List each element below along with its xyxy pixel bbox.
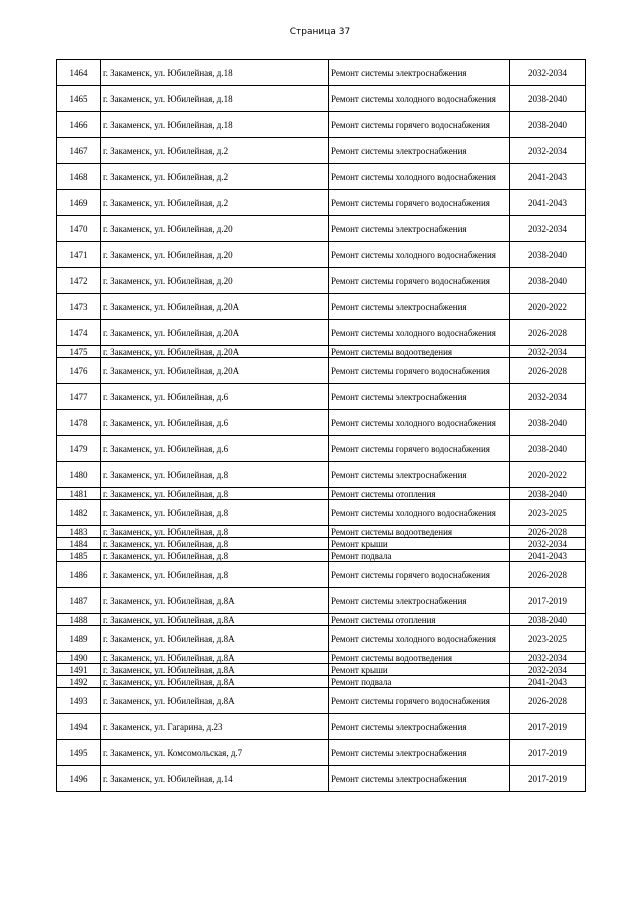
period-cell: 2038-2040 — [510, 436, 586, 462]
row-number-cell: 1468 — [57, 164, 101, 190]
work-type-cell: Ремонт системы горячего водоснабжения — [329, 268, 510, 294]
table-row — [57, 346, 586, 358]
address-cell: г. Закаменск, ул. Юбилейная, д.18 — [101, 86, 329, 112]
table-row — [57, 626, 586, 652]
row-number-cell: 1490 — [57, 652, 101, 664]
address-cell: г. Закаменск, ул. Юбилейная, д.20А — [101, 346, 329, 358]
row-number-cell: 1496 — [57, 766, 101, 792]
work-type-cell: Ремонт подвала — [329, 676, 510, 688]
address-cell: г. Закаменск, ул. Гагарина, д.23 — [101, 714, 329, 740]
work-type-cell: Ремонт системы электроснабжения — [329, 384, 510, 410]
address-cell: г. Закаменск, ул. Юбилейная, д.18 — [101, 60, 329, 86]
address-cell: г. Закаменск, ул. Юбилейная, д.2 — [101, 138, 329, 164]
table-row — [57, 436, 586, 462]
address-cell: г. Закаменск, ул. Юбилейная, д.2 — [101, 190, 329, 216]
table-row — [57, 190, 586, 216]
address-cell: г. Закаменск, ул. Юбилейная, д.8А — [101, 626, 329, 652]
period-cell: 2032-2034 — [510, 652, 586, 664]
work-type-cell: Ремонт системы электроснабжения — [329, 60, 510, 86]
work-type-cell: Ремонт системы горячего водоснабжения — [329, 112, 510, 138]
table-row — [57, 60, 586, 86]
work-type-cell: Ремонт системы электроснабжения — [329, 588, 510, 614]
address-cell: г. Закаменск, ул. Юбилейная, д.8 — [101, 500, 329, 526]
table-row — [57, 164, 586, 190]
address-cell: г. Закаменск, ул. Юбилейная, д.8А — [101, 676, 329, 688]
address-cell: г. Закаменск, ул. Комсомольская, д.7 — [101, 740, 329, 766]
work-type-cell: Ремонт системы электроснабжения — [329, 740, 510, 766]
row-number-cell: 1473 — [57, 294, 101, 320]
table-row — [57, 112, 586, 138]
address-cell: г. Закаменск, ул. Юбилейная, д.6 — [101, 410, 329, 436]
row-number-cell: 1478 — [57, 410, 101, 436]
work-type-cell: Ремонт системы холодного водоснабжения — [329, 410, 510, 436]
work-type-cell: Ремонт системы электроснабжения — [329, 714, 510, 740]
address-cell: г. Закаменск, ул. Юбилейная, д.18 — [101, 112, 329, 138]
period-cell: 2038-2040 — [510, 242, 586, 268]
period-cell: 2026-2028 — [510, 358, 586, 384]
work-type-cell: Ремонт системы холодного водоснабжения — [329, 626, 510, 652]
work-type-cell: Ремонт крыши — [329, 664, 510, 676]
row-number-cell: 1469 — [57, 190, 101, 216]
row-number-cell: 1492 — [57, 676, 101, 688]
table-row — [57, 588, 586, 614]
table-row — [57, 138, 586, 164]
period-cell: 2032-2034 — [510, 384, 586, 410]
work-type-cell: Ремонт системы электроснабжения — [329, 216, 510, 242]
page-number-header: Страница 37 — [289, 27, 351, 37]
table-row — [57, 614, 586, 626]
work-type-cell: Ремонт системы электроснабжения — [329, 294, 510, 320]
table-row — [57, 766, 586, 792]
address-cell: г. Закаменск, ул. Юбилейная, д.8 — [101, 562, 329, 588]
period-cell: 2023-2025 — [510, 500, 586, 526]
work-type-cell: Ремонт системы холодного водоснабжения — [329, 86, 510, 112]
address-cell: г. Закаменск, ул. Юбилейная, д.8А — [101, 614, 329, 626]
table-body — [57, 60, 586, 792]
row-number-cell: 1485 — [57, 550, 101, 562]
table-row — [57, 410, 586, 436]
table-row — [57, 550, 586, 562]
row-number-cell: 1489 — [57, 626, 101, 652]
period-cell: 2032-2034 — [510, 216, 586, 242]
address-cell: г. Закаменск, ул. Юбилейная, д.6 — [101, 384, 329, 410]
address-cell: г. Закаменск, ул. Юбилейная, д.8 — [101, 550, 329, 562]
row-number-cell: 1474 — [57, 320, 101, 346]
period-cell: 2041-2043 — [510, 190, 586, 216]
table-row — [57, 488, 586, 500]
row-number-cell: 1479 — [57, 436, 101, 462]
table-row — [57, 562, 586, 588]
table-row — [57, 500, 586, 526]
table-row — [57, 526, 586, 538]
row-number-cell: 1475 — [57, 346, 101, 358]
address-cell: г. Закаменск, ул. Юбилейная, д.8 — [101, 526, 329, 538]
period-cell: 2041-2043 — [510, 550, 586, 562]
address-cell: г. Закаменск, ул. Юбилейная, д.20 — [101, 242, 329, 268]
period-cell: 2026-2028 — [510, 320, 586, 346]
work-type-cell: Ремонт системы отопления — [329, 488, 510, 500]
address-cell: г. Закаменск, ул. Юбилейная, д.8А — [101, 652, 329, 664]
period-cell: 2017-2019 — [510, 766, 586, 792]
work-type-cell: Ремонт системы горячего водоснабжения — [329, 436, 510, 462]
row-number-cell: 1493 — [57, 688, 101, 714]
table-row — [57, 688, 586, 714]
work-type-cell: Ремонт системы горячего водоснабжения — [329, 190, 510, 216]
row-number-cell: 1494 — [57, 714, 101, 740]
period-cell: 2038-2040 — [510, 614, 586, 626]
period-cell: 2038-2040 — [510, 86, 586, 112]
table-row — [57, 714, 586, 740]
period-cell: 2032-2034 — [510, 346, 586, 358]
address-cell: г. Закаменск, ул. Юбилейная, д.20А — [101, 294, 329, 320]
work-type-cell: Ремонт системы горячего водоснабжения — [329, 688, 510, 714]
work-type-cell: Ремонт системы водоотведения — [329, 526, 510, 538]
address-cell: г. Закаменск, ул. Юбилейная, д.20А — [101, 320, 329, 346]
row-number-cell: 1465 — [57, 86, 101, 112]
period-cell: 2041-2043 — [510, 164, 586, 190]
table-row — [57, 294, 586, 320]
table-row — [57, 652, 586, 664]
table-row — [57, 216, 586, 242]
work-type-cell: Ремонт системы холодного водоснабжения — [329, 242, 510, 268]
table-row — [57, 664, 586, 676]
row-number-cell: 1466 — [57, 112, 101, 138]
work-type-cell: Ремонт системы электроснабжения — [329, 138, 510, 164]
address-cell: г. Закаменск, ул. Юбилейная, д.20 — [101, 268, 329, 294]
table-row — [57, 676, 586, 688]
table-row — [57, 320, 586, 346]
table-row — [57, 384, 586, 410]
row-number-cell: 1467 — [57, 138, 101, 164]
period-cell: 2041-2043 — [510, 676, 586, 688]
address-cell: г. Закаменск, ул. Юбилейная, д.8 — [101, 538, 329, 550]
table-row — [57, 462, 586, 488]
table-row — [57, 268, 586, 294]
period-cell: 2020-2022 — [510, 462, 586, 488]
address-cell: г. Закаменск, ул. Юбилейная, д.8А — [101, 688, 329, 714]
period-cell: 2017-2019 — [510, 740, 586, 766]
work-type-cell: Ремонт системы холодного водоснабжения — [329, 320, 510, 346]
row-number-cell: 1488 — [57, 614, 101, 626]
work-type-cell: Ремонт системы холодного водоснабжения — [329, 164, 510, 190]
row-number-cell: 1470 — [57, 216, 101, 242]
period-cell: 2017-2019 — [510, 588, 586, 614]
work-type-cell: Ремонт системы электроснабжения — [329, 462, 510, 488]
row-number-cell: 1472 — [57, 268, 101, 294]
period-cell: 2032-2034 — [510, 664, 586, 676]
address-cell: г. Закаменск, ул. Юбилейная, д.8 — [101, 462, 329, 488]
work-type-cell: Ремонт системы отопления — [329, 614, 510, 626]
row-number-cell: 1464 — [57, 60, 101, 86]
period-cell: 2020-2022 — [510, 294, 586, 320]
table-row — [57, 242, 586, 268]
row-number-cell: 1495 — [57, 740, 101, 766]
address-cell: г. Закаменск, ул. Юбилейная, д.8 — [101, 488, 329, 500]
row-number-cell: 1482 — [57, 500, 101, 526]
period-cell: 2026-2028 — [510, 688, 586, 714]
work-type-cell: Ремонт крыши — [329, 538, 510, 550]
row-number-cell: 1484 — [57, 538, 101, 550]
work-type-cell: Ремонт системы водоотведения — [329, 652, 510, 664]
table-row — [57, 358, 586, 384]
row-number-cell: 1486 — [57, 562, 101, 588]
row-number-cell: 1483 — [57, 526, 101, 538]
period-cell: 2017-2019 — [510, 714, 586, 740]
address-cell: г. Закаменск, ул. Юбилейная, д.20А — [101, 358, 329, 384]
row-number-cell: 1491 — [57, 664, 101, 676]
work-type-cell: Ремонт системы горячего водоснабжения — [329, 562, 510, 588]
work-type-cell: Ремонт системы водоотведения — [329, 346, 510, 358]
period-cell: 2032-2034 — [510, 138, 586, 164]
work-type-cell: Ремонт подвала — [329, 550, 510, 562]
period-cell: 2038-2040 — [510, 488, 586, 500]
row-number-cell: 1480 — [57, 462, 101, 488]
address-cell: г. Закаменск, ул. Юбилейная, д.6 — [101, 436, 329, 462]
period-cell: 2026-2028 — [510, 562, 586, 588]
period-cell: 2023-2025 — [510, 626, 586, 652]
row-number-cell: 1481 — [57, 488, 101, 500]
period-cell: 2038-2040 — [510, 112, 586, 138]
period-cell: 2032-2034 — [510, 538, 586, 550]
period-cell: 2026-2028 — [510, 526, 586, 538]
address-cell: г. Закаменск, ул. Юбилейная, д.8А — [101, 588, 329, 614]
table-row — [57, 740, 586, 766]
address-cell: г. Закаменск, ул. Юбилейная, д.2 — [101, 164, 329, 190]
period-cell: 2038-2040 — [510, 410, 586, 436]
table-row — [57, 538, 586, 550]
table-row — [57, 86, 586, 112]
row-number-cell: 1487 — [57, 588, 101, 614]
work-type-cell: Ремонт системы холодного водоснабжения — [329, 500, 510, 526]
row-number-cell: 1476 — [57, 358, 101, 384]
address-cell: г. Закаменск, ул. Юбилейная, д.20 — [101, 216, 329, 242]
repair-schedule-table — [56, 59, 586, 792]
period-cell: 2038-2040 — [510, 268, 586, 294]
address-cell: г. Закаменск, ул. Юбилейная, д.8А — [101, 664, 329, 676]
period-cell: 2032-2034 — [510, 60, 586, 86]
address-cell: г. Закаменск, ул. Юбилейная, д.14 — [101, 766, 329, 792]
work-type-cell: Ремонт системы горячего водоснабжения — [329, 358, 510, 384]
work-type-cell: Ремонт системы электроснабжения — [329, 766, 510, 792]
row-number-cell: 1477 — [57, 384, 101, 410]
row-number-cell: 1471 — [57, 242, 101, 268]
